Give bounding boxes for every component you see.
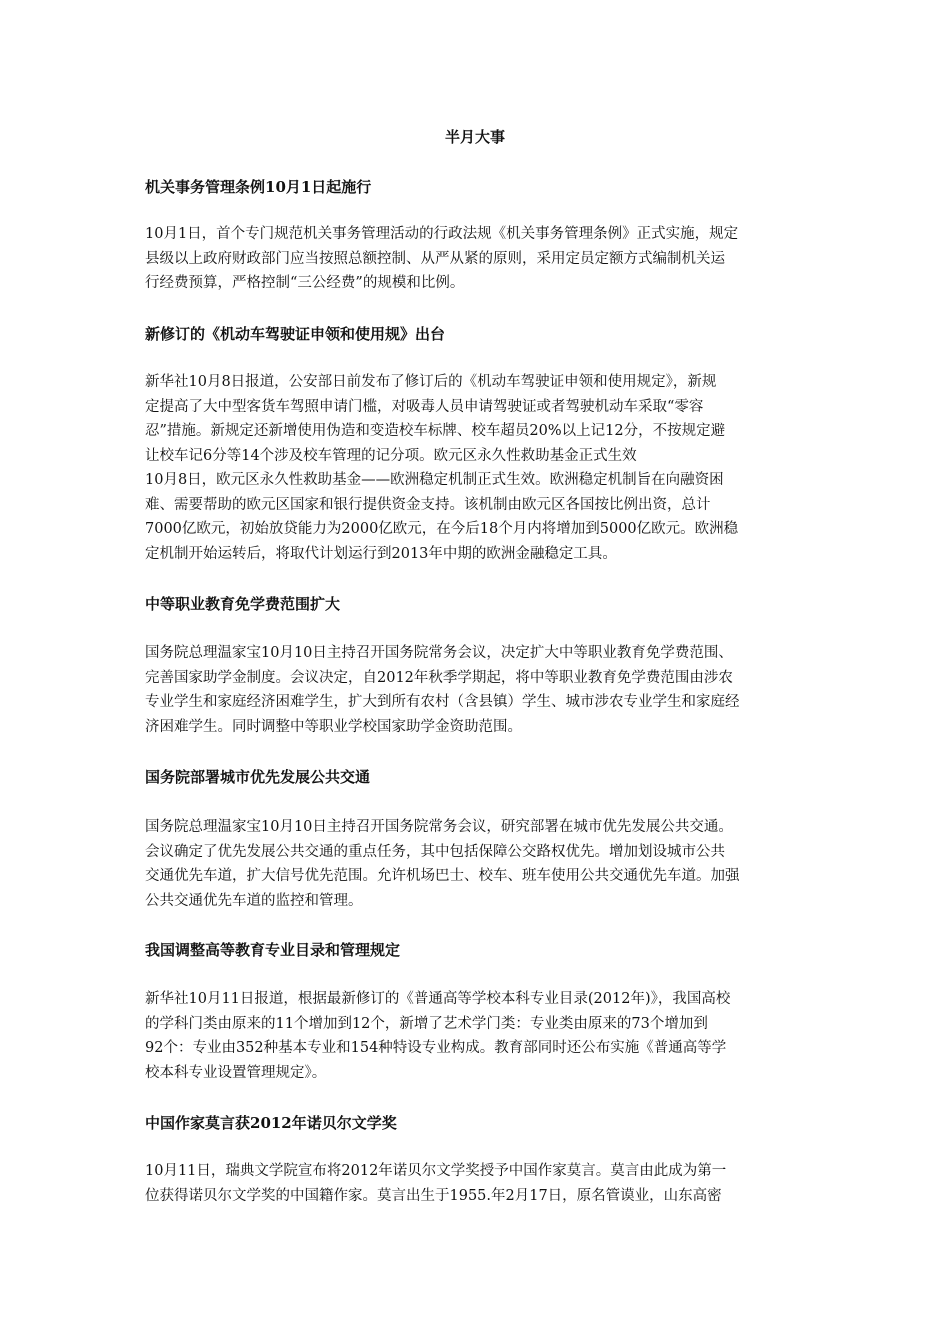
section-heading-6: 中国作家莫言获2012年诺贝尔文学奖 <box>145 1114 397 1132</box>
section-body-1 <box>145 222 825 296</box>
body-line: 交通优先车道，扩大信号优先范围。允许机场巴士、校车、班车使用公共交通优先车道。加强 <box>145 868 740 884</box>
body-line: 国务院总理温家宝10月10日主持召开国务院常务会议，研究部署在城市优先发展公共交通。 <box>145 819 733 835</box>
body-line: 公共交通优先车道的监控和管理。 <box>145 892 363 909</box>
section-heading-1: 机关事务管理条例10月1日起施行 <box>145 178 372 196</box>
body-line: 校本科专业设置管理规定》。 <box>145 1064 327 1081</box>
body-line: 新华社10月11日报道，根据最新修订的《普通高等学校本科专业目录(2012年)》，我国高校 <box>145 991 731 1007</box>
section-body-4 <box>145 815 825 913</box>
section-body-3 <box>145 641 825 739</box>
body-line: 定机制开始运转后，将取代计划运行到2013年中期的欧洲金融稳定工具。 <box>145 545 617 562</box>
body-line: 定提高了大中型客货车驾照申请门槛，对吸毒人员申请驾驶证或者驾驶机动车采取“零容 <box>145 398 704 415</box>
body-line: 难、需要帮助的欧元区国家和银行提供资金支持。该机制由欧元区各国按比例出资，总计 <box>145 496 711 513</box>
section-body-2 <box>145 370 825 566</box>
section-body-6 <box>145 1159 825 1208</box>
body-line: 10月1日，首个专门规范机关事务管理活动的行政法规《机关事务管理条例》正式实施，规定 <box>145 226 739 242</box>
body-line: 新华社10月8日报道，公安部日前发布了修订后的《机动车驾驶证申领和使用规定》，新规 <box>145 374 717 390</box>
section-heading-3: 中等职业教育免学费范围扩大 <box>145 595 341 613</box>
body-line: 位获得诺贝尔文学奖的中国籍作家。莫言出生于1955.年2月17日，原名管谟业，山东高密 <box>145 1187 722 1204</box>
section-heading-4: 国务院部署城市优先发展公共交通 <box>145 768 371 786</box>
body-line: 行经费预算，严格控制“三公经费”的规模和比例。 <box>145 275 465 291</box>
document-title: 半月大事 <box>444 128 505 146</box>
body-line: 的学科门类由原来的11个增加到12个，新增了艺术学门类：专业类由原来的73个增加到 <box>145 1015 708 1032</box>
section-heading-2: 新修订的《机动车驾驶证申领和使用规》出台 <box>145 325 446 343</box>
body-line: 国务院总理温家宝10月10日主持召开国务院常务会议，决定扩大中等职业教育免学费范围、 <box>145 645 733 661</box>
section-heading-5: 我国调整高等教育专业目录和管理规定 <box>145 941 401 959</box>
body-line: 专业学生和家庭经济困难学生，扩大到所有农村（含县镇）学生、城市涉农专业学生和家庭经 <box>145 694 740 710</box>
body-line: 县级以上政府财政部门应当按照总额控制、从严从紧的原则，采用定员定额方式编制机关运 <box>145 250 725 267</box>
body-line: 忍”措施。新规定还新增使用伪造和变造校车标牌、校车超员20%以上记12分，不按规定避 <box>145 423 726 439</box>
body-line: 会议确定了优先发展公共交通的重点任务，其中包括保障公交路权优先。增加划设城市公共 <box>145 843 725 860</box>
section-body-5 <box>145 987 825 1085</box>
body-line: 7000亿欧元，初始放贷能力为2000亿欧元，在今后18个月内将增加到5000亿欧元。欧洲稳 <box>145 521 739 537</box>
body-line: 济困难学生。同时调整中等职业学校国家助学金资助范围。 <box>145 718 522 735</box>
body-line: 10月11日，瑞典文学院宣布将2012年诺贝尔文学奖授予中国作家莫言。莫言由此成为第一 <box>145 1163 727 1179</box>
body-line: 让校车记6分等14个涉及校车管理的记分项。欧元区永久性救助基金正式生效 <box>145 447 637 464</box>
body-line: 完善国家助学金制度。会议决定，自2012年秋季学期起，将中等职业教育免学费范围由涉农 <box>145 669 733 686</box>
body-line: 10月8日，欧元区永久性救助基金——欧洲稳定机制正式生效。欧洲稳定机制旨在向融资困 <box>145 472 724 488</box>
body-line: 92个：专业由352种基本专业和154种特设专业构成。教育部同时还公布实施《普通高等学 <box>145 1040 727 1056</box>
